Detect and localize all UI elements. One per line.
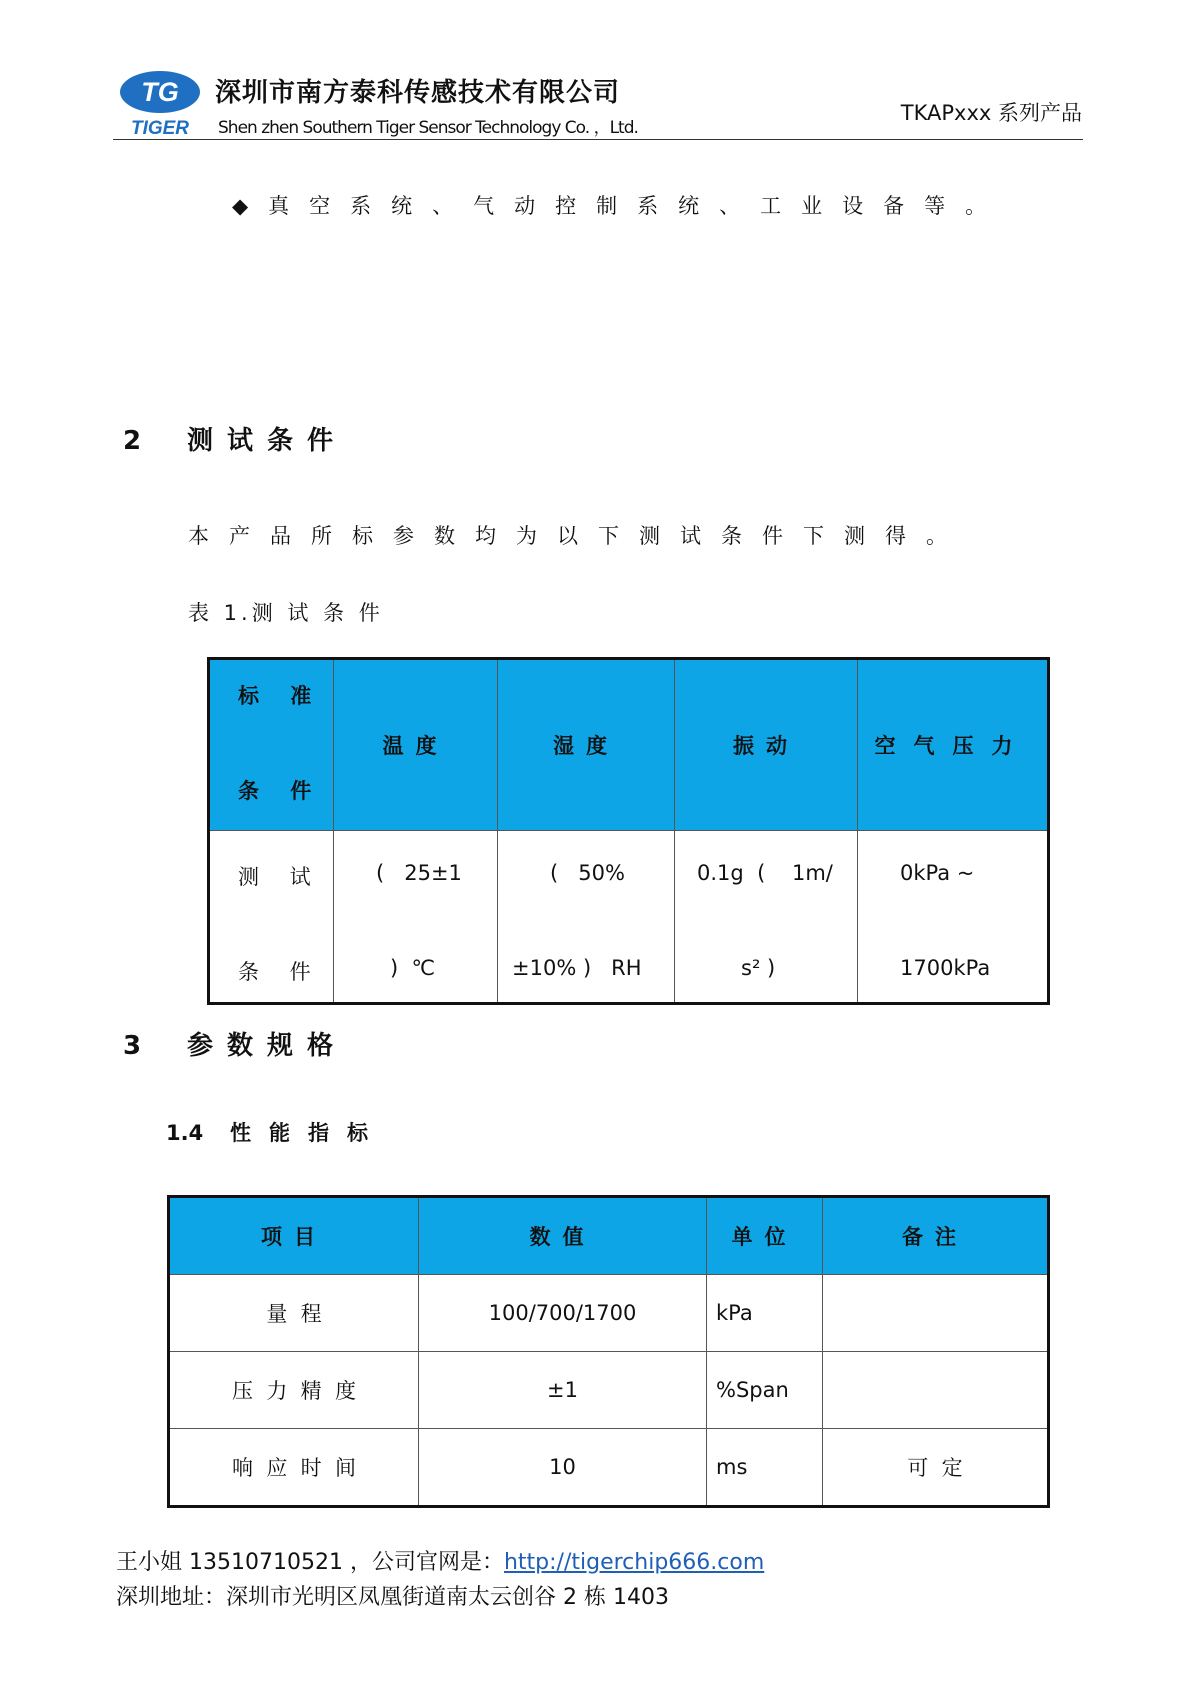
header-cell-air-pressure <box>858 659 1049 831</box>
row-unit: %Span <box>707 1352 823 1429</box>
row-note <box>823 1275 1049 1352</box>
vibration-cell <box>675 831 858 1004</box>
header-air-pressure: 空气压力 <box>874 734 1031 758</box>
logo-mark-text: TG <box>141 77 179 107</box>
table-row <box>169 1352 1049 1429</box>
humidity-cell <box>498 831 675 1004</box>
header-temperature: 温度 <box>382 734 449 758</box>
row-unit: kPa <box>707 1275 823 1352</box>
row-unit: ms <box>707 1429 823 1507</box>
row-note <box>823 1352 1049 1429</box>
row-item: 响 应 时 间 <box>169 1429 419 1507</box>
section-2-heading <box>123 420 347 457</box>
table-header-row <box>169 1197 1049 1275</box>
header-vibration: 振动 <box>733 734 799 758</box>
footer-address: 深圳地址：深圳市光明区凤凰街道南太云创谷 2 栋 1403 <box>116 1585 669 1610</box>
row-label-line2: 条 件 <box>238 960 323 984</box>
contact-text: 王小姐 13510710521 ，公司官网是： <box>116 1550 504 1575</box>
company-name-cn: 深圳市南方泰科传感技术有限公司 <box>215 78 621 108</box>
subsection-number: 1.4 <box>166 1121 204 1145</box>
test-conditions-table <box>207 657 1050 1005</box>
header-divider <box>113 139 1083 140</box>
company-logo <box>118 68 202 138</box>
air-pressure-line2: 1700kPa <box>900 956 991 980</box>
product-series: TKAPxxx 系列产品 <box>900 101 1082 125</box>
row-value: ±1 <box>419 1352 707 1429</box>
section-2-intro: 本产品所标参数均为以下测试条件下测得。 <box>188 524 967 548</box>
header-item: 项目 <box>169 1197 419 1275</box>
header-value: 数值 <box>419 1197 707 1275</box>
applications-line <box>232 190 1006 220</box>
temperature-cell <box>334 831 498 1004</box>
header-cell-humidity <box>498 659 675 831</box>
table-header-row <box>209 659 1049 831</box>
humidity-line1: ( 50% <box>550 861 625 885</box>
table-row <box>209 831 1049 1004</box>
header-unit: 单位 <box>707 1197 823 1275</box>
table-row <box>169 1429 1049 1507</box>
logo-brand-text: TIGER <box>130 118 190 138</box>
header-label-line2: 条 件 <box>238 779 324 803</box>
row-note: 可 定 <box>823 1429 1049 1507</box>
vibration-line2: s² ) <box>741 956 776 980</box>
header-label-line1: 标 准 <box>238 684 324 708</box>
section-number: 2 <box>123 426 142 456</box>
row-label-line1: 测 试 <box>238 865 323 889</box>
section-3-heading <box>123 1025 347 1062</box>
section-title: 参数规格 <box>187 1031 348 1061</box>
header-cell-temperature <box>334 659 498 831</box>
website-link[interactable]: http://tigerchip666.com <box>503 1550 765 1575</box>
section-number: 3 <box>123 1031 142 1061</box>
header-cell-vibration <box>675 659 858 831</box>
row-value: 10 <box>419 1429 707 1507</box>
diamond-bullet-icon: ◆ <box>232 194 269 218</box>
table-1-caption: 表 1.测 试 条 件 <box>188 601 384 625</box>
header-humidity: 湿度 <box>553 734 619 758</box>
header-note: 备注 <box>823 1197 1049 1275</box>
row-value: 100/700/1700 <box>419 1275 707 1352</box>
vibration-line1: 0.1g ( 1m/ <box>697 861 833 885</box>
performance-table <box>167 1195 1050 1508</box>
row-item: 压 力 精 度 <box>169 1352 419 1429</box>
row-label-cell <box>209 831 334 1004</box>
temperature-line2: ) ℃ <box>390 956 436 980</box>
air-pressure-line1: 0kPa ~ <box>900 861 975 885</box>
subsection-1-4-heading <box>166 1117 386 1147</box>
header-cell-standard <box>209 659 334 831</box>
company-name-en: Shen zhen Southern Tiger Sensor Technology Co. ，Ltd. <box>218 118 638 138</box>
applications-text: 真空系统、气动控制系统、工业设备等。 <box>268 194 1007 218</box>
humidity-line2: ±10% ) RH <box>512 956 642 980</box>
section-title: 测试条件 <box>187 426 348 456</box>
footer-contact <box>116 1545 764 1576</box>
row-item: 量 程 <box>169 1275 419 1352</box>
air-pressure-cell <box>858 831 1049 1004</box>
subsection-title: 性能指标 <box>230 1121 386 1145</box>
table-row <box>169 1275 1049 1352</box>
temperature-line1: ( 25±1 <box>376 861 462 885</box>
